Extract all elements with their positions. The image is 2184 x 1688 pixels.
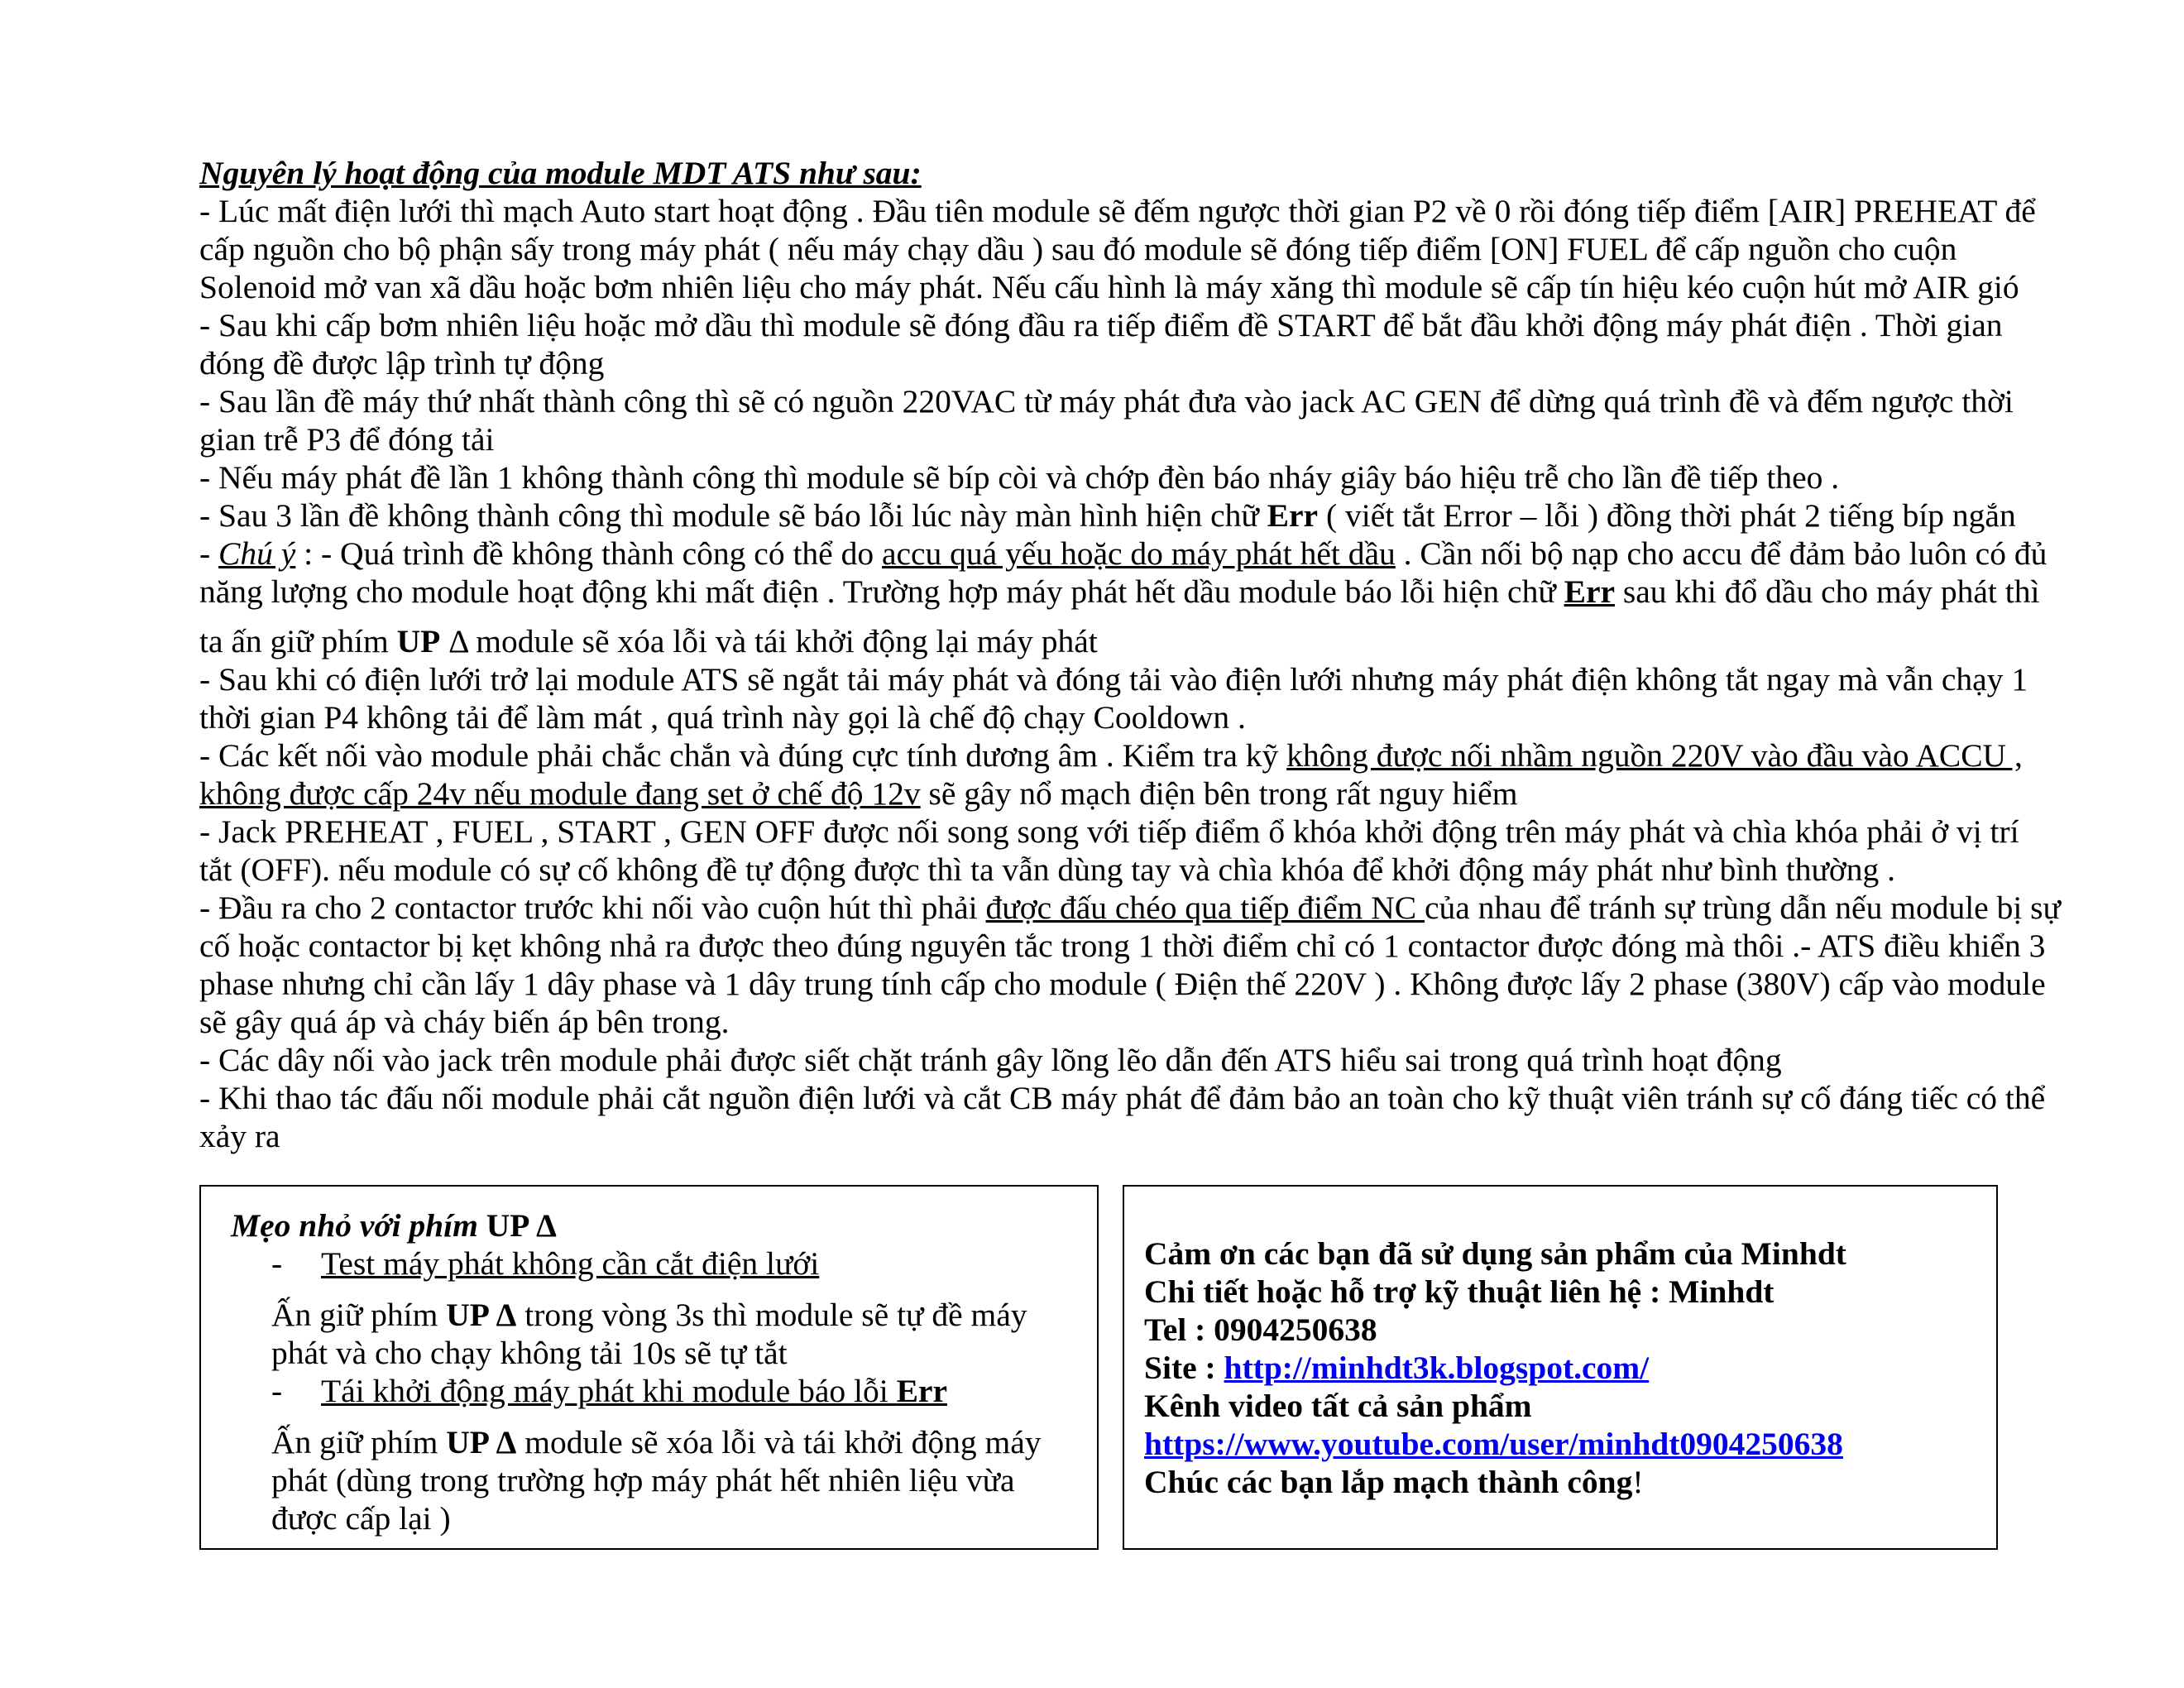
tip-item-test: [271, 1244, 819, 1283]
underlined-text: không được cấp 24v nếu module đang set ở chế độ 12v: [199, 775, 921, 812]
video-label: Kênh video tất cả sản phẩm: [1144, 1388, 1532, 1424]
underlined-text: được đấu chéo qua tiếp điểm NC: [985, 890, 1425, 926]
paragraph-wiring-warning: [199, 736, 2102, 813]
phone-text: Tel : 0904250638: [1144, 1312, 1377, 1348]
text-line: - Khi thao tác đấu nối module phải cắt nguồn điện lưới và cắt CB máy phát để đảm bảo an toàn cho kỹ thuật viên tránh sự cố đáng tiếc có thể: [199, 1080, 2046, 1116]
paragraph-power-loss: [199, 192, 2102, 306]
tip-description: [271, 1296, 1082, 1372]
err-label: Err: [896, 1373, 947, 1409]
text-run: ( viết tắt Error – lỗi ) đồng thời phát 2 tiếng bíp ngắn: [1318, 497, 2016, 534]
contact-info: [1144, 1235, 1846, 1501]
paragraph-start-failed: [199, 458, 2102, 496]
text-line: thời gian P4 không tải để làm mát , quá trình này gọi là chế độ chạy Cooldown .: [199, 699, 1246, 736]
text-line: [199, 889, 2102, 927]
text-run: - Các kết nối vào module phải chắc chắn và đúng cực tính dương âm . Kiểm tra kỹ: [199, 737, 1287, 774]
underlined-text: accu quá yếu hoặc do máy phát hết dầu: [881, 535, 1396, 572]
text-run: ta ấn giữ phím: [199, 623, 397, 659]
up-key-label: UP Δ: [446, 1424, 517, 1460]
text-line: cố hoặc contactor bị kẹt không nhả ra được theo đúng nguyên tắc trong 1 thời điểm chỉ có 1 contactor được đóng mà thôi .- ATS điều khiển 3: [199, 928, 2046, 964]
note-label: Chú ý: [218, 535, 296, 572]
text-line: phase nhưng chỉ cần lấy 1 dây phase và 1 dây trung tính cấp cho module ( Điện thế 220V ) . Không được lấy 2 phase (380V) cấp vào module: [199, 966, 2046, 1002]
delta-icon: Δ: [440, 623, 468, 659]
text-line: [199, 573, 2102, 611]
tips-title: [231, 1206, 557, 1244]
tip-description: [271, 1423, 1082, 1537]
youtube-link[interactable]: https://www.youtube.com/user/minhdt0904250638: [1144, 1426, 1843, 1462]
text-line: - Sau khi có điện lưới trở lại module ATS sẽ ngắt tải máy phát và đóng tải vào điện lưới nhưng máy phát điện không tắt ngay mà vẫn chạy 1: [199, 661, 2028, 698]
youtube-line: [1144, 1425, 1846, 1463]
support-text: Chi tiết hoặc hỗ trợ kỹ thuật liên hệ : Minhdt: [1144, 1273, 1774, 1310]
err-label: Err: [1267, 497, 1319, 534]
text-run: module sẽ xóa lỗi và tái khởi động máy phát (dùng trong trường hợp máy phát hết nhiên liệu vừa được cấp lại ): [271, 1424, 1042, 1537]
paragraph-safety: [199, 1079, 2102, 1155]
text-line: [199, 622, 2102, 660]
contact-box: [1123, 1185, 1998, 1550]
text-run: của nhau để tránh sự trùng dẫn nếu module bị sự: [1424, 890, 2061, 926]
blog-link[interactable]: http://minhdt3k.blogspot.com/: [1224, 1350, 1650, 1386]
document-body: [199, 154, 2102, 1155]
paragraph-contactor: [199, 889, 2102, 1041]
text-run: module sẽ xóa lỗi và tái khởi động lại máy phát: [467, 623, 1098, 659]
text-line: - Sau khi cấp bơm nhiên liệu hoặc mở dầu thì module sẽ đóng đầu ra tiếp điểm đề START để bắt đầu khởi động máy phát điện . Thời gian: [199, 307, 2003, 343]
text-line: - Các dây nối vào jack trên module phải được siết chặt tránh gây lõng lẽo dẫn đến ATS hiểu sai trong quá trình hoạt động: [199, 1042, 1782, 1078]
text-line: [199, 774, 2102, 813]
tip-item-restart: [271, 1372, 947, 1410]
text-run: sau khi đổ dầu cho máy phát thì: [1615, 573, 2040, 610]
text-run: . Cần nối bộ nạp cho accu để đảm bảo luôn có đủ: [1395, 535, 2048, 572]
text-line: xảy ra: [199, 1118, 280, 1154]
paragraph-error: [199, 496, 2102, 535]
text-line: - Nếu máy phát đề lần 1 không thành công thì module sẽ bíp còi và chớp đèn báo nháy giây báo hiệu trễ cho lần đề tiếp theo .: [199, 459, 1840, 496]
tips-box: [199, 1185, 1099, 1550]
up-key-label: UP Δ: [486, 1207, 557, 1244]
text-line: - Sau lần đề máy thứ nhất thành công thì sẽ có nguồn 220VAC từ máy phát đưa vào jack AC GEN để dừng quá trình đề và đếm ngược thời: [199, 383, 2014, 420]
up-key-label: UP Δ: [446, 1297, 517, 1333]
text-run: - Đầu ra cho 2 contactor trước khi nối vào cuộn hút thì phải: [199, 890, 986, 926]
text-run: Ấn giữ phím: [271, 1424, 447, 1460]
text-run: - Sau 3 lần đề không thành công thì module sẽ báo lỗi lúc này màn hình hiện chữ: [199, 497, 1267, 534]
err-label: Err: [1564, 573, 1616, 610]
text-line: cấp nguồn cho bộ phận sấy trong máy phát ( nếu máy chạy dầu ) sau đó module sẽ đóng tiếp điểm [ON] FUEL để cấp nguồn cho cuộn: [199, 231, 1957, 267]
document-title: Nguyên lý hoạt động của module MDT ATS như sau:: [199, 155, 922, 191]
text-line: [199, 736, 2102, 774]
text-line: - Lúc mất điện lưới thì mạch Auto start hoạt động . Đầu tiên module sẽ đếm ngược thời gian P2 về 0 rồi đóng tiếp điểm [AIR] PREHEAT để: [199, 193, 2036, 229]
site-line: [1144, 1349, 1846, 1387]
paragraph-note: [199, 535, 2102, 660]
wish-text: [1144, 1463, 1846, 1501]
text-line: gian trễ P3 để đóng tải: [199, 421, 495, 458]
paragraph-start: [199, 306, 2102, 382]
up-key-label: UP: [396, 623, 441, 659]
text-line: - Jack PREHEAT , FUEL , START , GEN OFF được nối song song với tiếp điểm ổ khóa khởi động trên máy phát và chìa khóa phải ở vị trí: [199, 813, 2019, 850]
bullet-dash: -: [271, 1373, 283, 1409]
text-line: đóng đề được lập trình tự động: [199, 345, 605, 381]
text-run: : - Quá trình đề không thành công có thể do: [295, 535, 882, 572]
text-line: Solenoid mở van xã dầu hoặc bơm nhiên liệu cho máy phát. Nếu cấu hình là máy xăng thì module sẽ cấp tín hiệu kéo cuộn hút mở AIR gió: [199, 269, 2019, 305]
tip-heading: [321, 1373, 947, 1409]
thanks-text: Cảm ơn các bạn đã sử dụng sản phẩm của Minhdt: [1144, 1235, 1846, 1272]
paragraph-first-start: [199, 382, 2102, 458]
text-run: -: [199, 535, 219, 572]
underlined-text: không được nối nhầm nguồn 220V vào đầu vào ACCU ,: [1286, 737, 2023, 774]
text-run: Mẹo nhỏ với phím: [231, 1207, 486, 1244]
text-run: năng lượng cho module hoạt động khi mất điện . Trường hợp máy phát hết dầu module báo lỗi hiện chữ: [199, 573, 1564, 610]
text-run: sẽ gây nổ mạch điện bên trong rất nguy hiểm: [920, 775, 1518, 812]
text-run: Ấn giữ phím: [271, 1297, 447, 1333]
text-run: !: [1632, 1464, 1644, 1500]
paragraph-tighten: [199, 1041, 2102, 1079]
text-line: tắt (OFF). nếu module có sự cố không đề tự động được thì ta vẫn dùng tay và chìa khóa để khởi động máy phát như bình thường .: [199, 851, 1896, 888]
text-run: trong vòng 3s thì module sẽ tự đề máy phát và cho chạy không tải 10s sẽ tự tắt: [271, 1297, 1027, 1371]
site-label: Site :: [1144, 1350, 1224, 1386]
text-run: Tái khởi động máy phát khi module báo lỗi: [321, 1373, 897, 1409]
bullet-dash: -: [271, 1245, 283, 1282]
tip-heading: Test máy phát không cần cắt điện lưới: [321, 1245, 820, 1282]
paragraph-jack: [199, 813, 2102, 889]
text-line: [199, 535, 2102, 573]
paragraph-cooldown: [199, 660, 2102, 736]
text-line: sẽ gây quá áp và cháy biến áp bên trong.: [199, 1004, 730, 1040]
text-run: Chúc các bạn lắp mạch thành công: [1144, 1464, 1633, 1500]
